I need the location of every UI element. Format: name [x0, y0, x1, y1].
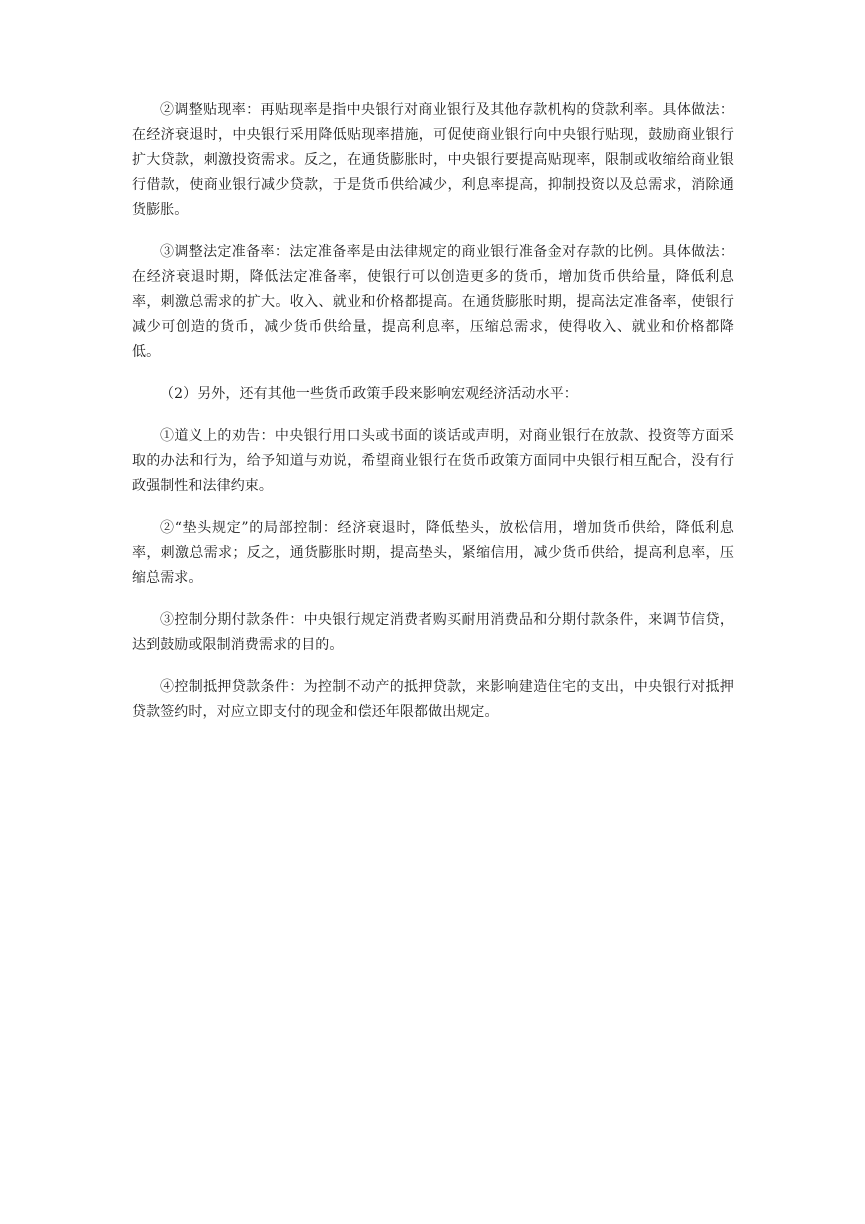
document-body	[132, 98, 734, 742]
paragraph-margin-requirement: ②“垫头规定”的局部控制：经济衰退时，降低垫头，放松信用，增加货币供给，降低利息率，刺激总需求；反之，通货膨胀时期，提高垫头，紧缩信用，减少货币供给，提高利息率，压缩总需求。	[132, 520, 734, 586]
paragraph-mortgage-terms: ④控制抵押贷款条件：为控制不动产的抵押贷款，来影响建造住宅的支出，中央银行对抵押贷款签约时，对应立即支付的现金和偿还年限都做出规定。	[132, 679, 734, 720]
paragraph-moral-suasion: ①道义上的劝告：中央银行用口头或书面的谈话或声明，对商业银行在放款、投资等方面采取的办法和行为，给予知道与劝说，希望商业银行在货币政策方面同中央银行相互配合，没有行政强制性和法律约束。	[132, 428, 734, 494]
paragraph-installment-terms: ③控制分期付款条件：中央银行规定消费者购买耐用消费品和分期付款条件，来调节信贷，达到鼓励或限制消费需求的目的。	[132, 612, 734, 653]
paragraph-other-tools-intro: （2）另外，还有其他一些货币政策手段来影响宏观经济活动水平：	[160, 386, 578, 402]
paragraph-discount-rate: ②调整贴现率：再贴现率是指中央银行对商业银行及其他存款机构的贷款利率。具体做法：在经济衰退时，中央银行采用降低贴现率措施，可促使商业银行向中央银行贴现，鼓励商业银行扩大贷款，刺激投资需求。反之，在通货膨胀时，中央银行要提高贴现率，限制或收缩给商业银行借款，使商业银行减少贷款，于是货币供给减少，利息率提高，抑制投资以及总需求，消除通货膨胀。	[132, 102, 734, 218]
paragraph-reserve-ratio: ③调整法定准备率：法定准备率是由法律规定的商业银行准备金对存款的比例。具体做法：在经济衰退时期，降低法定准备率，使银行可以创造更多的货币，增加货币供给量，降低利息率，刺激总需求的扩大。收入、就业和价格都提高。在通货膨胀时期，提高法定准备率，使银行减少可创造的货币，减少货币供给量，提高利息率，压缩总需求，使得收入、就业和价格都降低。	[132, 244, 734, 360]
